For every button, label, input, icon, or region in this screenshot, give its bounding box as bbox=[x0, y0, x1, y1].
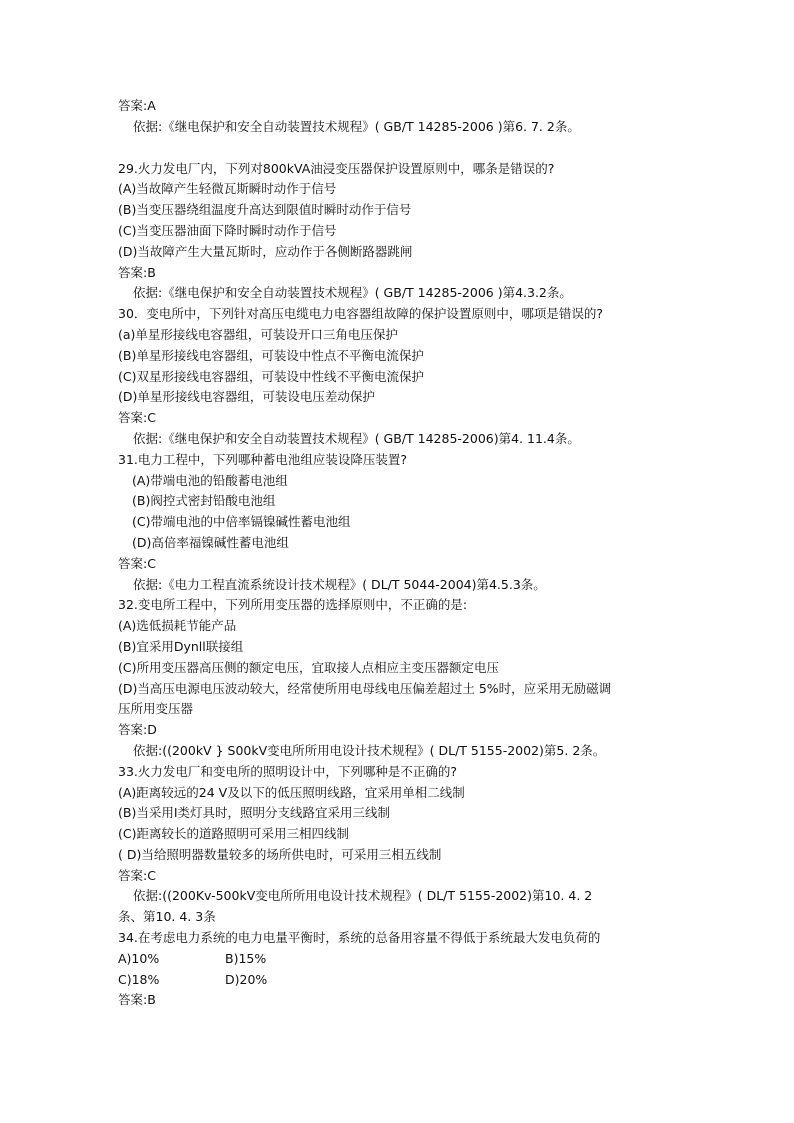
q31-answer: 答案:C bbox=[118, 555, 156, 571]
q30-option-b: (B)单星形接线电容器组，可装设中性点不平衡电流保护 bbox=[118, 347, 424, 363]
q32-answer: 答案:D bbox=[118, 722, 157, 738]
q28-basis: 依据:《继电保护和安全自动装置技术规程》( GB/T 14285-2006 )第6. 7. 2条。 bbox=[133, 118, 580, 134]
q29-question: 29.火力发电厂内，下列对800kVA油浸变压器保护设置原则中，哪条是错误的? bbox=[118, 160, 555, 176]
q29-option-d: (D)当故障产生大量瓦斯时，应动作于各侧断路器跳闸 bbox=[118, 243, 413, 259]
q31-option-c: (C)带端电池的中倍率镉镍碱性蓄电池组 bbox=[132, 514, 351, 530]
q30-question: 30．变电所中，下列针对高压电缆电力电容器组故障的保护设置原则中，哪项是错误的? bbox=[118, 306, 604, 322]
q30-option-a: (a)单星形接线电容器组，可装设开口三角电压保护 bbox=[118, 326, 398, 342]
q28-answer: 答案:A bbox=[118, 98, 156, 113]
q32-option-c: (C)所用变压器高压侧的额定电压，宜取接人点相应主变压器额定电压 bbox=[118, 659, 499, 675]
q32-basis: 依据:((200kV } S00kV变电所所用电设计技术规程》( DL/T 5155-2002)第5. 2条。 bbox=[133, 742, 606, 758]
q29-option-c: (C)当变压器油面下降时瞬时动作于信号 bbox=[118, 222, 337, 238]
q33-basis: 依据:((200Kv-500kV变电所所用电设计技术规程》( DL/T 5155-2002)第10. 4. 2 bbox=[133, 888, 593, 904]
q31-question: 31.电力工程中，下列哪种蓄电池组应装设降压装置? bbox=[118, 451, 408, 467]
q31-basis: 依据:《电力工程直流系统设计技术规程》( DL/T 5044-2004)第4.5.3条。 bbox=[133, 576, 546, 592]
q33-option-c: (C)距离较长的道路照明可采用三相四线制 bbox=[118, 826, 349, 842]
q32-option-b: (B)宜采用Dynll联接组 bbox=[118, 638, 244, 654]
q34-option-d: D)20% bbox=[225, 971, 268, 987]
q30-option-d: (D)单星形接线电容器组，可装设电压差动保护 bbox=[118, 389, 375, 405]
q29-option-a: (A)当故障产生轻微瓦斯瞬时动作于信号 bbox=[118, 181, 337, 197]
q34-answer: 答案:B bbox=[118, 992, 156, 1008]
q29-answer: 答案:B bbox=[118, 264, 156, 280]
q34-options-row-2 bbox=[118, 970, 698, 991]
q30-option-c: (C)双星形接线电容器组，可装设中性线不平衡电流保护 bbox=[118, 368, 424, 384]
q33-option-b: (B)当采用I类灯具时，照明分支线路宜采用三线制 bbox=[118, 805, 391, 821]
q34-options-row-1 bbox=[118, 949, 698, 970]
q33-basis-continued: 条、第10. 4. 3条 bbox=[118, 909, 216, 925]
q30-basis: 依据:《继电保护和安全自动装置技术规程》( GB/T 14285-2006)第4. 11.4条。 bbox=[133, 430, 580, 446]
q33-question: 33.火力发电厂和变电所的照明设计中，下列哪种是不正确的? bbox=[118, 763, 458, 779]
document-page bbox=[118, 96, 698, 1011]
q34-option-c: C)18% bbox=[118, 971, 160, 987]
q31-option-d: (D)高倍率福镍碱性蓄电池组 bbox=[132, 534, 289, 550]
q31-option-a: (A)带端电池的铅酸蓄电池组 bbox=[132, 472, 288, 488]
q32-option-a: (A)选低损耗节能产品 bbox=[118, 618, 237, 634]
q32-option-d-continued: 压所用变压器 bbox=[118, 701, 194, 717]
q31-option-b: (B)阀控式密封铅酸电池组 bbox=[132, 493, 276, 509]
q29-option-b: (B)当变压器绕组温度升高达到限值时瞬时动作于信号 bbox=[118, 202, 412, 218]
q33-option-a: (A)距离较远的24 V及以下的低压照明线路，宜采用单相二线制 bbox=[118, 784, 465, 800]
q29-basis: 依据:《继电保护和安全自动装置技术规程》( GB/T 14285-2006 )第4.3.2条。 bbox=[133, 285, 572, 301]
q32-question: 32.变电所工程中，下列所用变压器的选择原则中，不正确的是: bbox=[118, 597, 468, 613]
q34-option-b: B)15% bbox=[225, 950, 267, 966]
q32-option-d: (D)当高压电源电压波动较大，经常使所用电母线电压偏差超过土 5%时，应采用无励磁调 bbox=[118, 680, 612, 696]
q33-option-d: ( D)当给照明器数量较多的场所供电时，可采用三相五线制 bbox=[118, 846, 442, 862]
q30-answer: 答案:C bbox=[118, 410, 156, 426]
q34-question: 34.在考虑电力系统的电力电量平衡时，系统的总备用容量不得低于系统最大发电负荷的 bbox=[118, 930, 601, 946]
q33-answer: 答案:C bbox=[118, 867, 156, 883]
q34-option-a: A)10% bbox=[118, 950, 160, 966]
